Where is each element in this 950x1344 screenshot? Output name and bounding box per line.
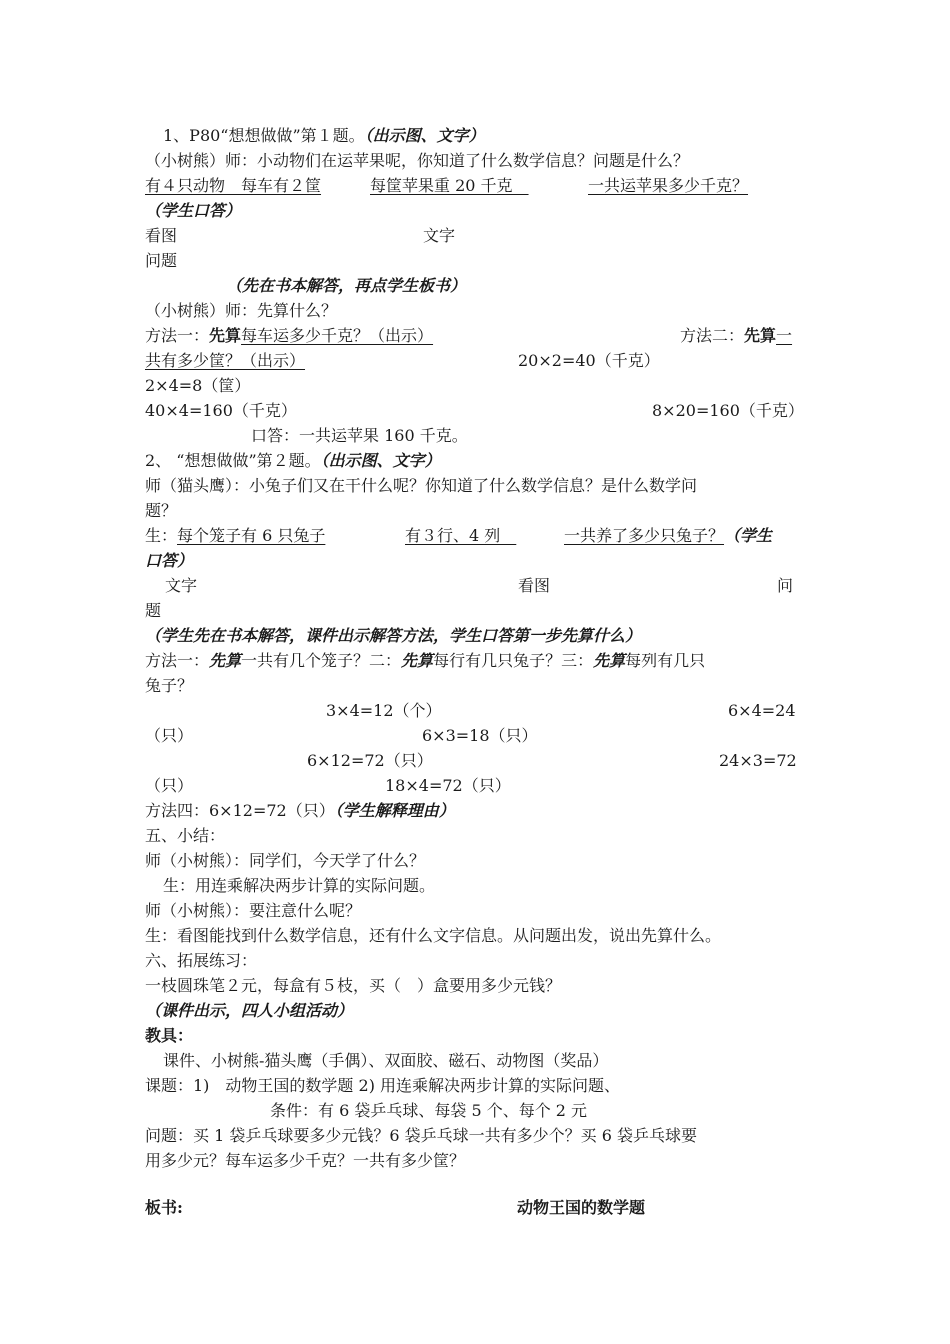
item-1-heading: [163, 124, 485, 148]
method-2-line: [680, 324, 792, 348]
exercise-question: 一枝圆珠笔２元，每盒有５枝，买（ ）盒要用多少元钱？: [145, 976, 562, 995]
info-animals: 有４只动物 每车有２筐: [145, 176, 322, 195]
method-2-step-wrap: [145, 349, 305, 373]
methods-step-2: 每行有几只兔子？三：: [433, 651, 594, 670]
method-2-first: 先算: [744, 326, 777, 345]
lesson-questions-cont: 用多少元？每车运多少千克？一共有多少筐？: [145, 1151, 466, 1170]
board-title: 动物王国的数学题: [517, 1198, 646, 1217]
method-1-label: 方法一：: [145, 326, 210, 345]
label-look-picture: 看图: [145, 226, 178, 245]
methods-line-cont: 兔子？: [145, 676, 194, 695]
label-look-picture-2: 看图: [518, 576, 551, 595]
calc-18x4: 18×4=72（只）: [385, 776, 511, 795]
methods-step-1: 一共有几个笼子？二：: [241, 651, 402, 670]
item-2-title: 2、 “想想做做”第２题。: [145, 451, 321, 470]
calc-3x4: 3×4=12（个）: [326, 701, 442, 720]
info-question-wrap: [588, 174, 748, 198]
solve-note: （学生先在书本解答，课件出示解答方法，学生口答第一步先算什么）: [145, 626, 642, 645]
oral-answer-1: 口答：一共运苹果 160 千克。: [251, 426, 468, 445]
teaching-aids-list: 课件、小树熊-猫头鹰（手偶）、双面胶、磁石、动物图（奖品）: [163, 1051, 609, 1070]
info-weight: 每筐苹果重 20 千克: [370, 176, 529, 195]
label-question-2b: 题: [145, 601, 162, 620]
methods-label: 方法一：: [145, 651, 210, 670]
methods-line: [145, 649, 705, 673]
teacher-question-3: 师（猫头鹰）：小兔子们又在干什么呢？你知道了什么数学信息？是什么数学问: [145, 476, 698, 495]
method-1-step: 每车运多少千克？（出示）: [241, 326, 434, 345]
teacher-question-1: （小树熊）师：小动物们在运苹果呢，你知道了什么数学信息？问题是什么？: [145, 151, 690, 170]
method-4: 方法四：6×12=72（只）: [145, 801, 335, 820]
method-2-step-end: 共有多少筐？（出示）: [145, 351, 306, 370]
method-4-note: （学生解释理由）: [334, 801, 455, 820]
label-text-2: 文字: [165, 576, 198, 595]
exercise-note: （课件出示，四人小组活动）: [145, 1001, 354, 1020]
student-answer-note-1: （学生口答）: [145, 201, 242, 220]
info-rows-wrap: [405, 524, 516, 548]
summary-teacher-1: 师（小树熊）：同学们，今天学了什么？: [145, 851, 426, 870]
lesson-topic: 课题：1) 动物王国的数学题 2) 用连乘解决两步计算的实际问题、: [145, 1076, 621, 1095]
lesson-conditions: 条件：有 6 袋乒乓球、每袋 5 个、每个 2 元: [270, 1101, 588, 1120]
student-info-line: [145, 524, 325, 548]
calc-6x3: 6×3=18（只）: [422, 726, 538, 745]
summary-teacher-2: 师（小树熊）：要注意什么呢？: [145, 901, 362, 920]
summary-student-2: 生：看图能找到什么数学信息，还有什么文字信息。从问题出发，说出先算什么。: [145, 926, 722, 945]
item-2-note: （出示图、文字）: [320, 451, 441, 470]
method-1-line: [145, 324, 433, 348]
method-4-line: [145, 799, 455, 823]
info-line-1: [145, 174, 321, 198]
info-question-2: 一共养了多少只兔子？: [564, 526, 725, 545]
calc-8x20: 8×20=160（千克）: [652, 401, 804, 420]
student-answer-note-2b: 口答）: [145, 551, 194, 570]
label-question: 问题: [145, 251, 178, 270]
item-1-title: 1、P80“想想做做”第１题。: [163, 126, 365, 145]
lesson-questions: 问题：买 1 袋乒乓球要多少元钱？6 袋乒乓球一共有多少个？买 6 袋乒乓球要: [145, 1126, 697, 1145]
calc-2x4: 2×4=8（筐）: [145, 376, 251, 395]
method-2-label: 方法二：: [680, 326, 745, 345]
method-2-step-start: 一: [776, 326, 793, 345]
board-note: （先在书本解答，再点学生板书）: [226, 276, 467, 295]
calc-40x4: 40×4=160（千克）: [145, 401, 297, 420]
info-weight-wrap: [370, 174, 529, 198]
methods-step-3: 每列有几只: [625, 651, 706, 670]
calc-20x2: 20×2=40（千克）: [518, 351, 660, 370]
method-1-first: 先算: [209, 326, 242, 345]
calc-6x4: 6×4=24: [728, 701, 796, 720]
teacher-question-2: （小树熊）师：先算什么？: [145, 301, 338, 320]
info-question-2-wrap: [564, 524, 772, 548]
calc-6x12: 6×12=72（只）: [307, 751, 433, 770]
unit-zhi-1: （只）: [145, 726, 194, 745]
section-5-heading: 五、小结：: [145, 826, 226, 845]
methods-first-3: 先算: [593, 651, 626, 670]
info-cage: 每个笼子有 6 只兔子: [177, 526, 326, 545]
student-label: 生：: [145, 526, 178, 545]
student-answer-note-2a: （学生: [724, 526, 773, 545]
teaching-aids-heading: 教具：: [145, 1026, 194, 1045]
teacher-question-3-cont: 题？: [145, 501, 178, 520]
methods-first-2: 先算: [401, 651, 434, 670]
calc-24x3: 24×3=72: [719, 751, 797, 770]
label-question-2a: 问: [777, 576, 794, 595]
section-6-heading: 六、拓展练习：: [145, 951, 258, 970]
info-rows-cols: 有３行、4 列: [405, 526, 517, 545]
label-text: 文字: [423, 226, 456, 245]
item-1-note: （出示图、文字）: [364, 126, 485, 145]
board-heading: 板书:: [145, 1198, 183, 1217]
info-question: 一共运苹果多少千克？: [588, 176, 749, 195]
summary-student-1: 生：用连乘解决两步计算的实际问题。: [163, 876, 436, 895]
unit-zhi-2: （只）: [145, 776, 194, 795]
methods-first-1: 先算: [209, 651, 242, 670]
item-2-heading: [145, 449, 441, 473]
